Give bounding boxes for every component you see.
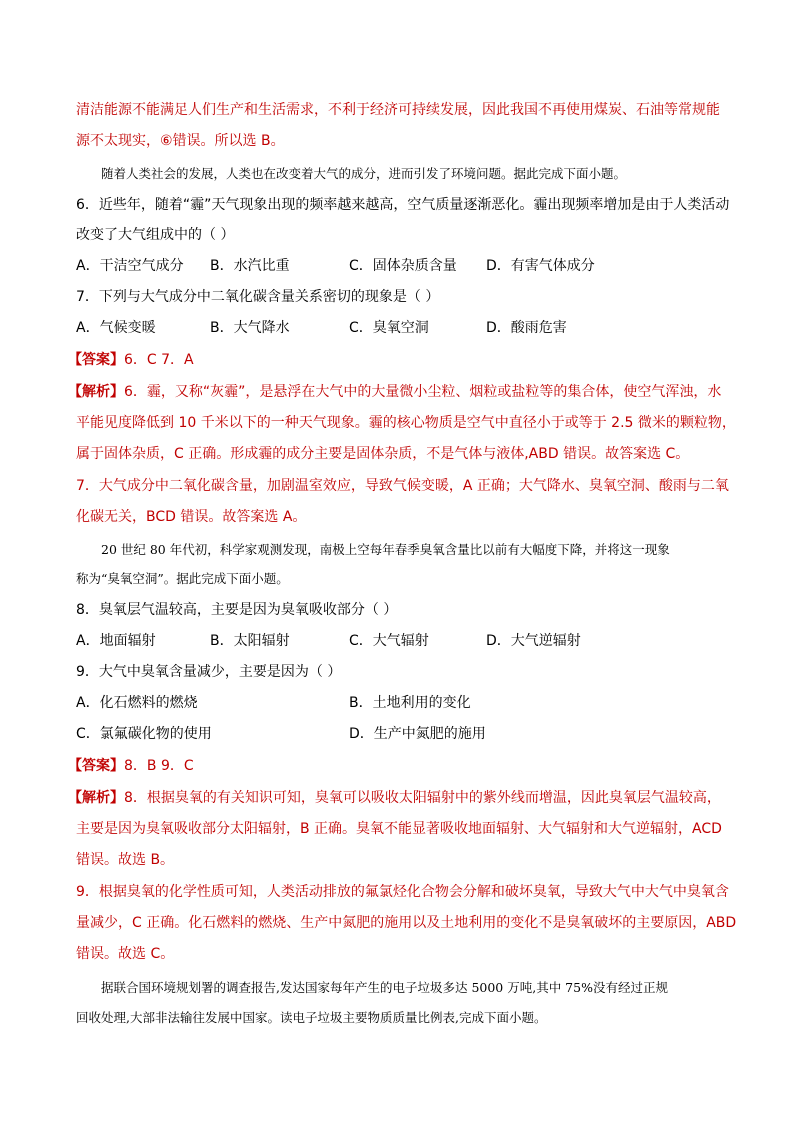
explanation-label: 【解析】 bbox=[68, 790, 124, 806]
answer-text: 8．B 9．C bbox=[124, 758, 194, 774]
q6-stem-line-1: 6．近些年，随着“霾”天气现象出现的频率越来越高，空气质量逐渐恶化。霾出现频率增加是由于人类活动 bbox=[76, 197, 730, 213]
explanation-label: 【解析】 bbox=[68, 384, 124, 400]
passage-2-line-1: 20 世纪 80 年代初，科学家观测发现，南极上空每年春季臭氧含量比以前有大幅度下降，并将这一现象 bbox=[101, 542, 670, 557]
q6-option-d: D．有害气体成分 bbox=[486, 258, 595, 274]
answer-text: 6．C 7．A bbox=[124, 352, 194, 368]
explanation-6-line-2: 平能见度降低到 10 千米以下的一种天气现象。霾的核心物质是空气中直径小于或等于 2.5 微米的颗粒物， bbox=[76, 415, 736, 431]
answer-label: 【答案】 bbox=[68, 758, 124, 774]
q8-option-d: D．大气逆辐射 bbox=[486, 633, 581, 649]
explanation-text: 8．根据臭氧的有关知识可知，臭氧可以吸收太阳辐射中的紫外线而增温，因此臭氧层气温较高， bbox=[124, 790, 721, 806]
q7-option-c: C．臭氧空洞 bbox=[349, 320, 429, 336]
explanation-8-line-3: 错误。故选 B。 bbox=[76, 852, 175, 868]
q8-stem: 8．臭氧层气温较高，主要是因为臭氧吸收部分（ ） bbox=[76, 602, 398, 618]
q8-option-a: A．地面辐射 bbox=[76, 633, 156, 649]
explanation-9-line-2: 量减少，C 正确。化石燃料的燃烧、生产中氮肥的施用以及土地利用的变化不是臭氧破坏的主要原因，ABD bbox=[76, 915, 737, 931]
intro-line-2: 源不太现实，⑥错误。所以选 B。 bbox=[76, 133, 285, 149]
explanation-6-line-3: 属于固体杂质，C 正确。形成霾的成分主要是固体杂质，不是气体与液体,ABD 错误。故答案选 C。 bbox=[76, 446, 690, 462]
passage-2-line-2: 称为“臭氧空洞”。据此完成下面小题。 bbox=[76, 571, 289, 586]
q6-stem-line-2: 改变了大气组成中的（ ） bbox=[76, 227, 235, 243]
intro-line-1: 清洁能源不能满足人们生产和生活需求，不利于经济可持续发展，因此我国不再使用煤炭、石油等常规能 bbox=[76, 102, 720, 118]
q9-option-d: D．生产中氮肥的施用 bbox=[349, 726, 486, 742]
explanation-7-line-1: 7．大气成分中二氧化碳含量，加剧温室效应，导致气候变暖，A 正确；大气降水、臭氧空洞、酸雨与二氧 bbox=[76, 478, 729, 494]
answer-label: 【答案】 bbox=[68, 352, 124, 368]
q6-option-c: C．固体杂质含量 bbox=[349, 258, 457, 274]
explanation-9-line-3: 错误。故选 C。 bbox=[76, 946, 175, 962]
q8-option-c: C．大气辐射 bbox=[349, 633, 429, 649]
q7-option-d: D．酸雨危害 bbox=[486, 320, 567, 336]
explanation-8-line-2: 主要是因为臭氧吸收部分太阳辐射，B 正确。臭氧不能显著吸收地面辐射、大气辐射和大气逆辐射，ACD bbox=[76, 821, 722, 837]
q7-option-a: A．气候变暖 bbox=[76, 320, 156, 336]
explanation-6-line-1 bbox=[68, 382, 722, 402]
passage-3-line-2: 回收处理,大部非法输往发展中国家。读电子垃圾主要物质质量比例表,完成下面小题。 bbox=[76, 1010, 547, 1025]
explanation-7-line-2: 化碳无关，BCD 错误。故答案选 A。 bbox=[76, 509, 307, 525]
q8-option-b: B．太阳辐射 bbox=[210, 633, 290, 649]
explanation-8-line-1 bbox=[68, 788, 722, 808]
answer-8-9 bbox=[68, 756, 722, 776]
q6-option-a: A．干洁空气成分 bbox=[76, 258, 184, 274]
passage-1: 随着人类社会的发展，人类也在改变着大气的成分，进而引发了环境问题。据此完成下面小题。 bbox=[101, 166, 627, 181]
q6-option-b: B．水汽比重 bbox=[210, 258, 290, 274]
explanation-text: 6．霾，又称“灰霾”，是悬浮在大气中的大量微小尘粒、烟粒或盐粒等的集合体，使空气浑浊，水 bbox=[124, 384, 722, 400]
q7-stem: 7．下列与大气成分中二氧化碳含量关系密切的现象是（ ） bbox=[76, 289, 440, 305]
answer-6-7 bbox=[68, 350, 722, 370]
q9-option-a: A．化石燃料的燃烧 bbox=[76, 695, 198, 711]
q9-option-c: C．氯氟碳化物的使用 bbox=[76, 726, 212, 742]
explanation-9-line-1: 9．根据臭氧的化学性质可知，人类活动排放的氟氯烃化合物会分解和破坏臭氧，导致大气中大气中臭氧含 bbox=[76, 884, 729, 900]
q9-option-b: B．土地利用的变化 bbox=[349, 695, 471, 711]
passage-3-line-1: 据联合国环境规划署的调查报告,发达国家每年产生的电子垃圾多达 5000 万吨,其中 75%没有经过正规 bbox=[101, 980, 668, 995]
q9-stem: 9．大气中臭氧含量减少，主要是因为（ ） bbox=[76, 664, 342, 680]
q7-option-b: B．大气降水 bbox=[210, 320, 290, 336]
